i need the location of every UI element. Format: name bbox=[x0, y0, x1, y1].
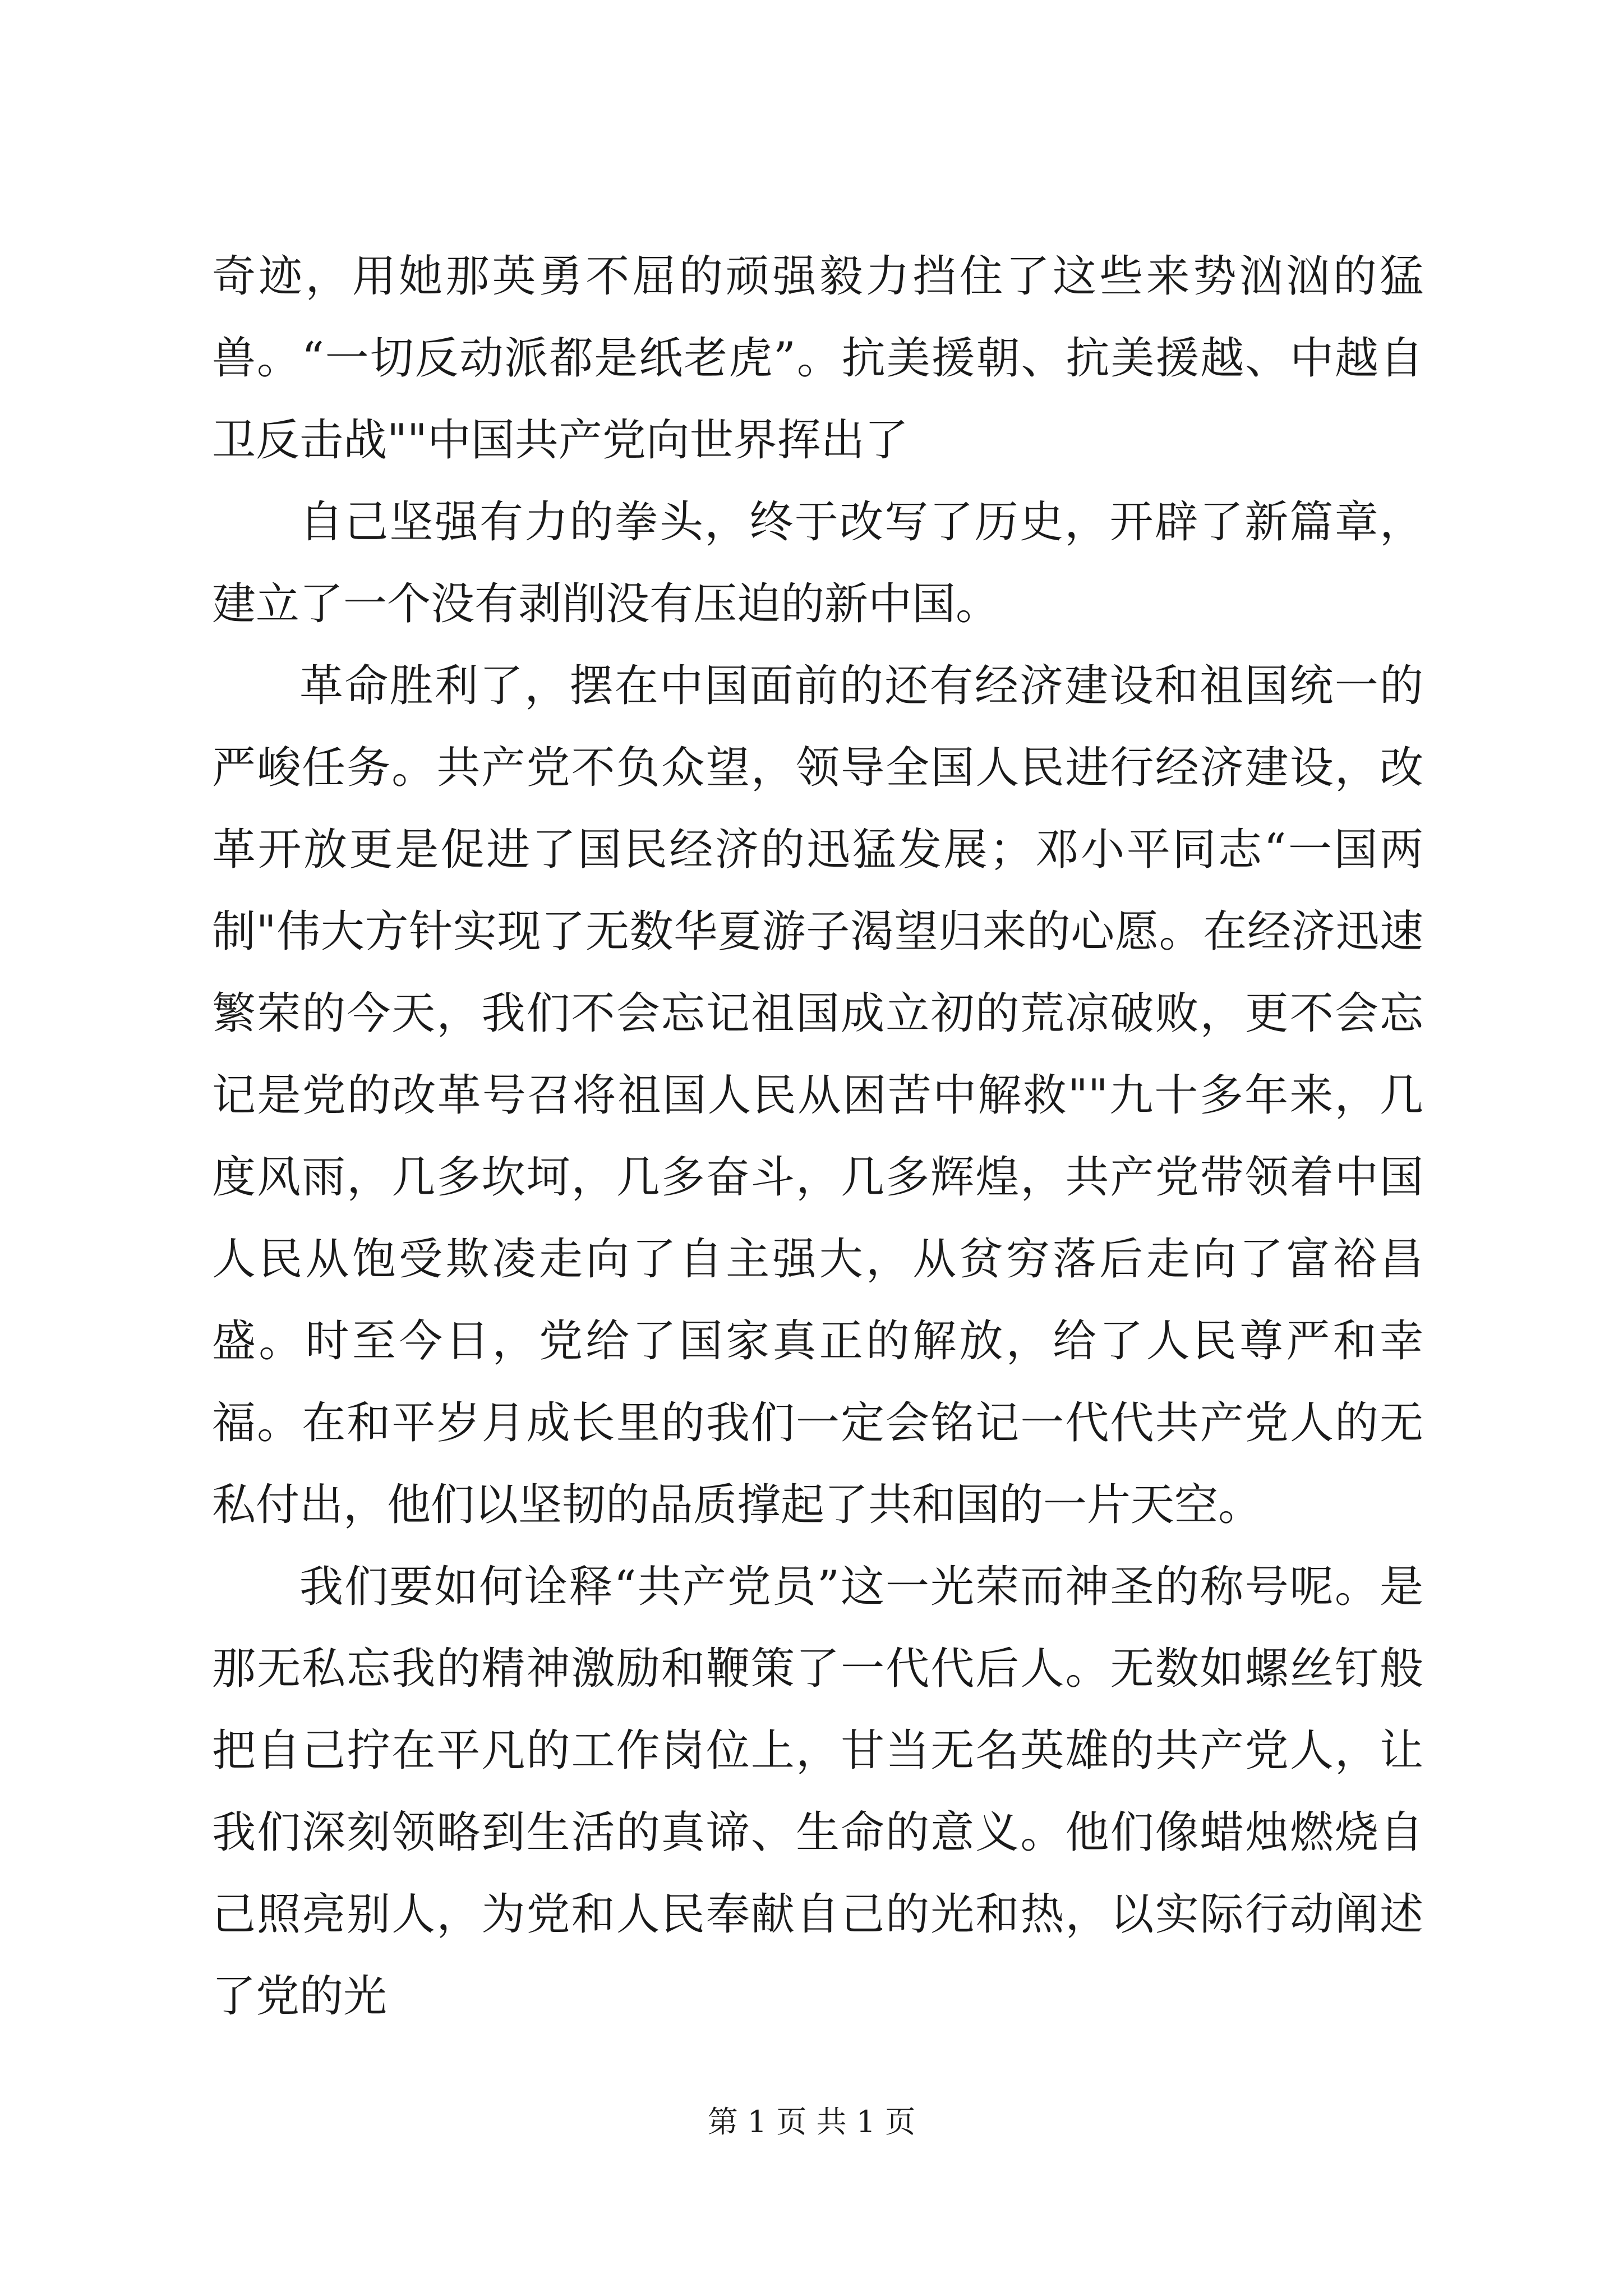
paragraph-2: 自己坚强有力的拳头，终于改写了历史，开辟了新篇章，建立了一个没有剥削没有压迫的新中国。 bbox=[212, 497, 1423, 629]
paragraph-1: 奇迹，用她那英勇不屈的顽强毅力挡住了这些来势汹汹的猛兽。“一切反动派都是纸老虎”。抗美援朝、抗美援越、中越自卫反击战""中国共产党向世界挥出了 bbox=[212, 251, 1423, 466]
paragraph-3: 革命胜利了，摆在中国面前的还有经济建设和祖国统一的严峻任务。共产党不负众望，领导全国人民进行经济建设，改革开放更是促进了国民经济的迅猛发展；邓小平同志“一国两制"伟大方针实现了无数华夏游子渴望归来的心愿。在经济迅速繁荣的今天，我们不会忘记祖国成立初的荒凉破败，更不会忘记是党的改革号召将祖国人民从困苦中解救""九十多年来，几度风雨，几多坎坷，几多奋斗，几多辉煌，共产党带领着中国人民从饱受欺凌走向了自主强大，从贫穷落后走向了富裕昌盛。时至今日，党给了国家真正的解放，给了人民尊严和幸福。在和平岁月成长里的我们一定会铭记一代代共产党人的无私付出，他们以坚韧的品质撑起了共和国的一片天空。 bbox=[212, 661, 1423, 1530]
document-body bbox=[212, 236, 1423, 2037]
paragraph-4: 我们要如何诠释“共产党员”这一光荣而神圣的称号呢。是那无私忘我的精神激励和鞭策了一代代后人。无数如螺丝钉般把自己拧在平凡的工作岗位上，甘当无名英雄的共产党人，让我们深刻领略到生活的真谛、生命的意义。他们像蜡烛燃烧自己照亮别人，为党和人民奉献自己的光和热，以实际行动阐述了党的光 bbox=[212, 1562, 1423, 2022]
page-footer bbox=[0, 2102, 1623, 2142]
page-number-label: 第 1 页 共 1 页 bbox=[707, 2104, 916, 2139]
